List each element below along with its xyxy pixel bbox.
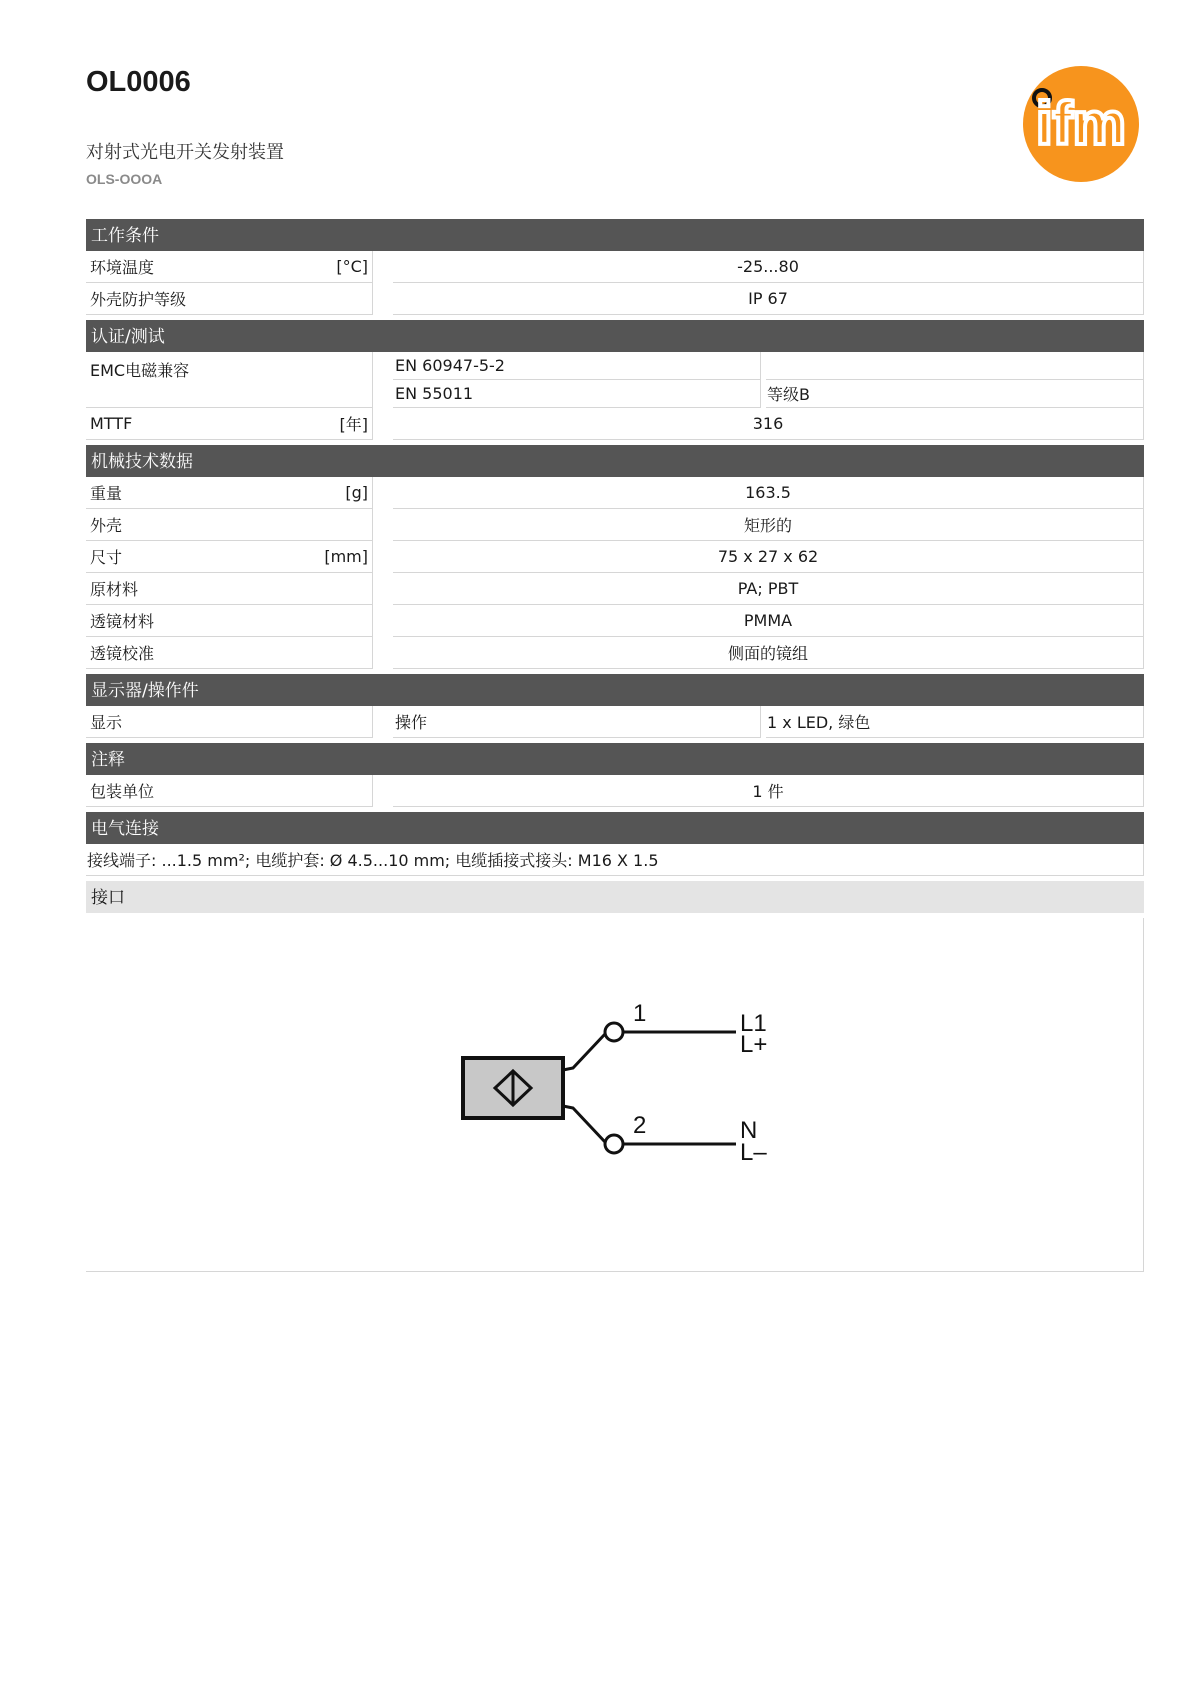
spec-value: 矩形的 — [393, 509, 1144, 541]
spec-label: 外壳防护等级 — [90, 290, 187, 309]
spec-label: 包装单位 — [90, 782, 155, 801]
spec-label-cell — [86, 775, 373, 807]
spec-value: 316 — [393, 408, 1144, 440]
spec-row-display — [86, 706, 1144, 738]
spec-value: 163.5 — [393, 477, 1144, 509]
section-approvals: 认证/测试 — [86, 320, 1144, 352]
terminal-l1-label: L1 — [740, 1010, 767, 1037]
spec-row-materials — [86, 573, 1144, 605]
section-display-operating: 显示器/操作件 — [86, 674, 1144, 706]
pin-1-label: 1 — [633, 1000, 647, 1027]
terminal-n-label: N — [740, 1117, 758, 1144]
spec-label: 重量 — [90, 484, 123, 503]
spec-value: 1 件 — [393, 775, 1144, 807]
spec-value: PMMA — [393, 605, 1144, 637]
section-remarks: 注释 — [86, 743, 1144, 775]
spec-unit: [年] — [339, 415, 368, 434]
spec-label-cell — [86, 605, 373, 637]
spec-value: PA; PBT — [393, 573, 1144, 605]
emc-standard-2: EN 55011 — [393, 380, 761, 408]
wire-2 — [563, 1106, 605, 1142]
spec-label-cell — [86, 283, 373, 315]
spec-row-packaging-unit — [86, 775, 1144, 807]
terminal-lplus-label: L+ — [740, 1031, 768, 1058]
spec-unit: [°C] — [336, 257, 368, 276]
spec-row-ambient-temperature — [86, 251, 1144, 283]
spec-label: 透镜材料 — [90, 612, 155, 631]
wire-1 — [563, 1034, 605, 1070]
spec-row-lens-alignment — [86, 637, 1144, 669]
spec-label-cell — [86, 706, 373, 738]
section-mechanical-data: 机械技术数据 — [86, 445, 1144, 477]
spec-label: 显示 — [90, 713, 123, 732]
spec-row-protection-rating — [86, 283, 1144, 315]
emc-standards — [393, 352, 1144, 408]
spec-label: 环境温度 — [90, 258, 155, 277]
electrical-connection-text: 接线端子: ...1.5 mm²; 电缆护套: Ø 4.5...10 mm; 电缆插接式接头: M16 X 1.5 — [86, 844, 1144, 876]
emc-standard-2-class: 等级B — [766, 380, 1144, 408]
terminal-lminus-label: L– — [740, 1139, 767, 1166]
spec-label-cell — [86, 408, 373, 440]
spec-label: EMC电磁兼容 — [90, 361, 190, 380]
spec-label: 原材料 — [90, 580, 139, 599]
spec-value: 75 x 27 x 62 — [393, 541, 1144, 573]
datasheet — [86, 219, 1144, 1272]
wiring-diagram — [86, 918, 1144, 1272]
terminal-2 — [605, 1135, 623, 1153]
emc-standard-1-extra — [766, 352, 1144, 380]
spec-row-emc — [86, 352, 1144, 408]
emc-standard-1: EN 60947-5-2 — [393, 352, 761, 380]
terminal-1 — [605, 1023, 623, 1041]
product-code-title: OL0006 — [86, 66, 191, 98]
pin-2-label: 2 — [633, 1112, 647, 1139]
spec-label: MTTF — [90, 414, 133, 433]
spec-label: 透镜校准 — [90, 644, 155, 663]
spec-value: -25...80 — [393, 251, 1144, 283]
spec-label: 尺寸 — [90, 548, 123, 567]
spec-label-cell — [86, 477, 373, 509]
spec-operation: 操作 — [393, 706, 761, 738]
section-operating-conditions: 工作条件 — [86, 219, 1144, 251]
product-description: 对射式光电开关发射装置 — [86, 142, 284, 163]
spec-unit: [mm] — [324, 547, 368, 566]
spec-row-lens-material — [86, 605, 1144, 637]
spec-led-value: 1 x LED, 绿色 — [766, 706, 1144, 738]
spec-value: IP 67 — [393, 283, 1144, 315]
logo-text: ifm — [1036, 90, 1126, 157]
spec-label-cell — [86, 541, 373, 573]
spec-row-dimensions — [86, 541, 1144, 573]
spec-label-cell — [86, 251, 373, 283]
spec-label-cell — [86, 637, 373, 669]
spec-row-mttf — [86, 408, 1144, 440]
product-type-code: OLS-OOOA — [86, 171, 163, 187]
spec-label-cell — [86, 509, 373, 541]
spec-row-housing — [86, 509, 1144, 541]
interface-heading: 接口 — [86, 881, 1144, 913]
spec-label-cell — [86, 352, 373, 408]
spec-row-weight — [86, 477, 1144, 509]
spec-label-cell — [86, 573, 373, 605]
spec-value: 侧面的镜组 — [393, 637, 1144, 669]
spec-label: 外壳 — [90, 516, 123, 535]
ifm-logo — [1021, 64, 1141, 184]
spec-unit: [g] — [345, 483, 368, 502]
section-electrical-connection: 电气连接 — [86, 812, 1144, 844]
